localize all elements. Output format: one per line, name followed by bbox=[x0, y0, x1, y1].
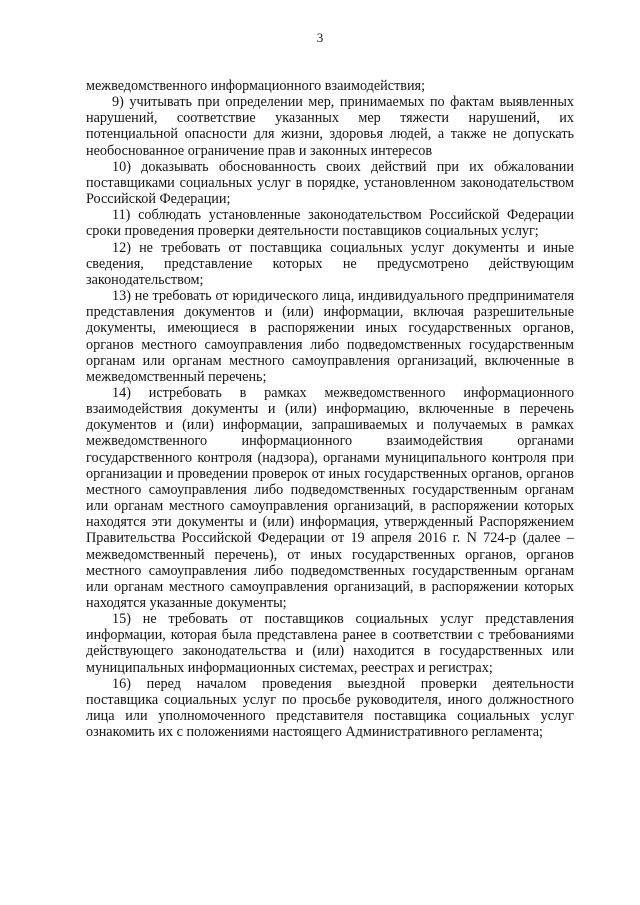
paragraph-item-13: 13) не требовать от юридического лица, индивидуального предпринимателя представления документов и (или) информации, включая разрешительные документы, имеющиеся в распоряжении иных государственных органов, органов местного самоуправления либо подведомственных государственным органам или органам местного самоуправления организаций, включенные в межведомственный перечень; bbox=[86, 288, 574, 385]
paragraph-item-14: 14) истребовать в рамках межведомственного информационного взаимодействия документы и (или) информацию, включенные в перечень документов и (или) информации, запрашиваемых и получаемых в рамках межведомственного информационного взаимодействия органами государственного контроля (надзора), органами муниципального контроля при организации и проведении проверок от иных государственных органов, органов местного самоуправления либо подведомственных государственным органам или органам местного самоуправления организаций, в распоряжении которых находятся эти документы и (или) информация, утвержденный Распоряжением Правительства Российской Федерации от 19 апреля 2016 г. N 724-р (далее – межведомственный перечень), от иных государственных органов, органов местного самоуправления либо подведомственных государственным органам или органам местного самоуправления организаций, в распоряжении которых находятся указанные документы; bbox=[86, 384, 574, 611]
document-body bbox=[86, 78, 574, 740]
paragraph-item-12: 12) не требовать от поставщика социальных услуг документы и иные сведения, представление которых не предусмотрено действующим законодательством; bbox=[86, 239, 574, 288]
page-number: 3 bbox=[316, 30, 324, 45]
paragraph-item-15: 15) не требовать от поставщиков социальных услуг представления информации, которая была представлена ранее в соответствии с требованиями действующего законодательства и (или) находится в государственных или муниципальных информационных системах, реестрах и регистрах; bbox=[86, 611, 574, 676]
paragraph-continuation: межведомственного информационного взаимодействия; bbox=[86, 78, 426, 94]
paragraph-item-16: 16) перед началом проведения выездной проверки деятельности поставщика социальных услуг по просьбе руководителя, иного должностного лица или уполномоченного представителя поставщика социальных услуг ознакомить их с положениями настоящего Административного регламента; bbox=[86, 675, 574, 741]
paragraph-item-11: 11) соблюдать установленные законодательством Российской Федерации сроки проведения проверки деятельности поставщиков социальных услуг; bbox=[86, 207, 574, 240]
paragraph-item-9: 9) учитывать при определении мер, принимаемых по фактам выявленных нарушений, соответствие указанных мер тяжести нарушений, их потенциальной опасности для жизни, здоровья людей, а также не допускать необоснованное ограничение прав и законных интересов bbox=[86, 94, 574, 159]
paragraph-item-10: 10) доказывать обоснованность своих действий при их обжаловании поставщиками социальных услуг в порядке, установленном законодательством Российской Федерации; bbox=[86, 158, 574, 208]
